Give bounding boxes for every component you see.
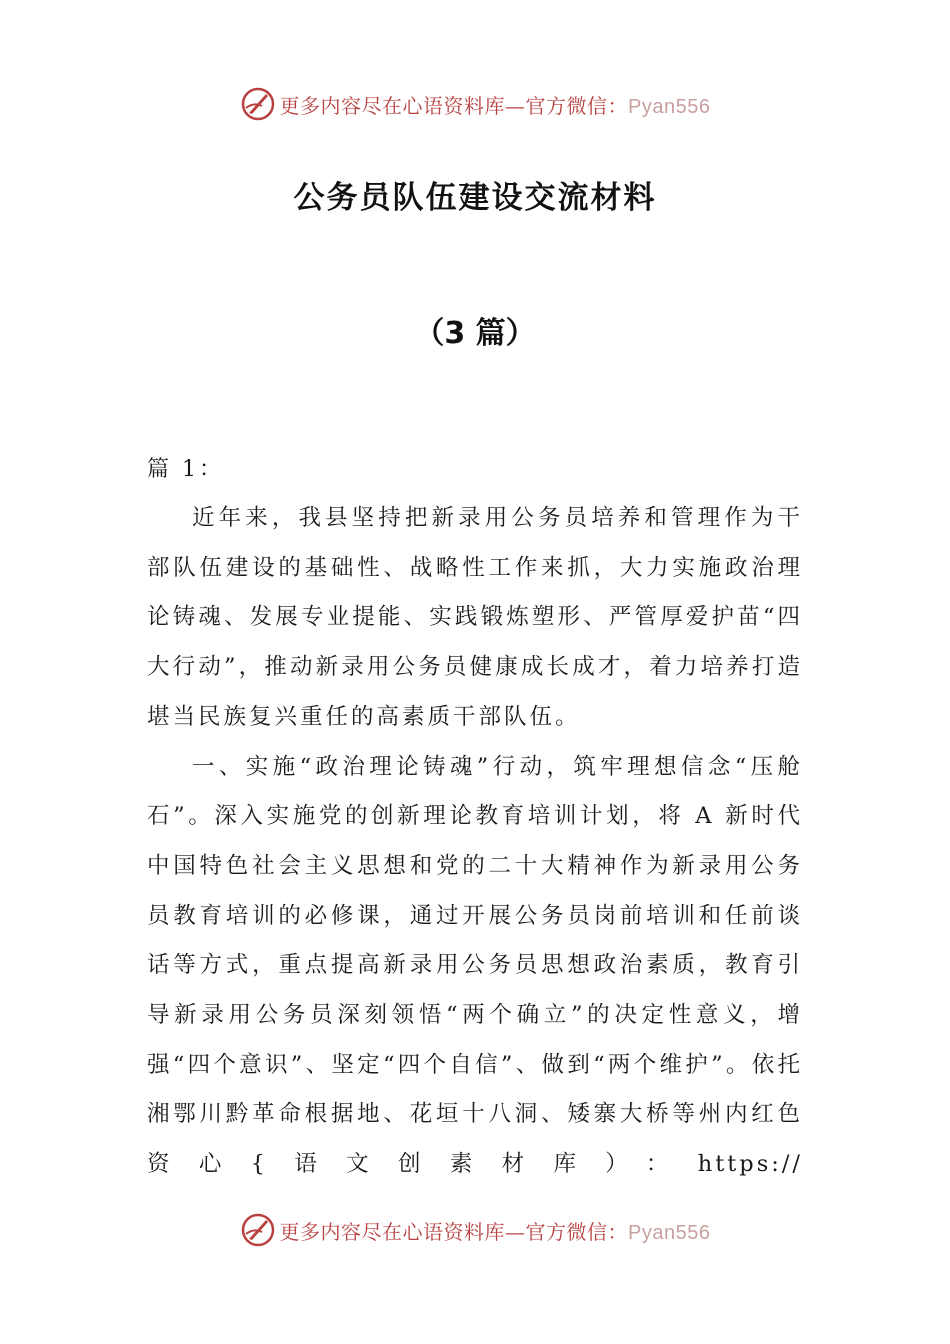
wechat-id: Pyan556 <box>628 95 711 118</box>
quill-logo-icon <box>240 1212 276 1248</box>
page-subtitle: （3 篇） <box>414 316 536 351</box>
body-text <box>147 494 803 1178</box>
paragraph: 一、实施“政治理论铸魂”行动，筑牢理想信念“压舱石”。深入实施党的创新理论教育培训计划，将 A 新时代中国特色社会主义思想和党的二十大精神作为新录用公务员教育培训的必修课，通过开展公务员岗前培训和任前谈话等方式，重点提高新录用公务员思想政治素质，教育引导新录用公务员深刻领悟“两个确立”的决定性意义，增强“四个意识”、坚定“四个自信”、做到“两个维护”。依托湘鄂川黔革命根据地、花垣十八洞、矮寨大桥等州内红色资心{语文创素材库）：https:// <box>147 753 803 1178</box>
quill-logo-icon <box>240 86 276 122</box>
banner-text: 更多内容尽在心语资料库—官方微信：Pyan556 <box>279 93 711 118</box>
banner-text: 更多内容尽在心语资料库—官方微信：Pyan556 <box>279 1219 711 1244</box>
footer-banner <box>0 1210 950 1250</box>
paragraph: 近年来，我县坚持把新录用公务员培养和管理作为干部队伍建设的基础性、战略性工作来抓，大力实施政治理论铸魂、发展专业提能、实践锻炼塑形、严管厚爱护苗“四大行动”，推动新录用公务员健康成长成才，着力培养打造堪当民族复兴重任的高素质干部队伍。 <box>147 505 803 730</box>
header-banner <box>0 84 950 124</box>
page-title: 公务员队伍建设交流材料 <box>293 180 657 216</box>
wechat-id: Pyan556 <box>628 1221 711 1244</box>
section-label: 篇 1： <box>147 457 224 482</box>
